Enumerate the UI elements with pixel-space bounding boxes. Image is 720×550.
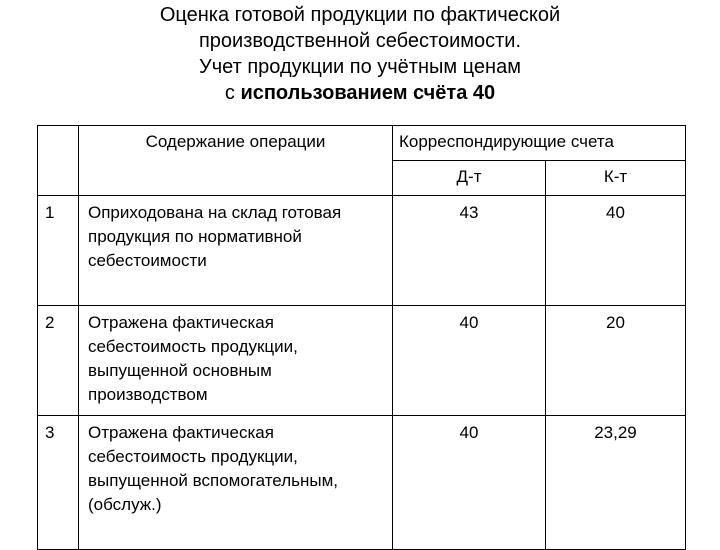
row-debit: 43 [393, 196, 546, 306]
title-line-3: Учет продукции по учётным ценам [199, 56, 521, 78]
row-operation: Отражена фактическая себестоимость продукции, выпущенной вспомогательным, (обслуж.) [79, 416, 393, 550]
row-number: 1 [38, 196, 79, 306]
title-line-4 [0, 80, 720, 106]
title-line-2: производственной себестоимости. [198, 30, 522, 52]
title-line-1: Оценка готовой продукции по фактической [159, 4, 561, 26]
row-credit: 20 [546, 306, 686, 416]
header-credit: К-т [546, 161, 686, 196]
header-accounts: Корреспондирующие счета [393, 126, 686, 161]
row-operation: Оприходована на склад готовая продукция по нормативной себестоимости [79, 196, 393, 306]
page-title [0, 2, 720, 106]
row-credit: 40 [546, 196, 686, 306]
row-number: 2 [38, 306, 79, 416]
title-line-4-prefix: с [224, 82, 241, 104]
row-debit: 40 [393, 416, 546, 550]
row-debit: 40 [393, 306, 546, 416]
table-row [38, 306, 686, 416]
row-operation: Отражена фактическая себестоимость продукции, выпущенной основным производством [79, 306, 393, 416]
row-credit: 23,29 [546, 416, 686, 550]
header-debit: Д-т [393, 161, 546, 196]
header-operation: Содержание операции [79, 126, 393, 196]
table-header-row [38, 126, 686, 161]
title-line-4-bold: использованием счёта 40 [240, 82, 496, 104]
operations-table [37, 125, 686, 550]
table-row [38, 416, 686, 550]
header-num-cell [38, 126, 79, 196]
table-row [38, 196, 686, 306]
row-number: 3 [38, 416, 79, 550]
